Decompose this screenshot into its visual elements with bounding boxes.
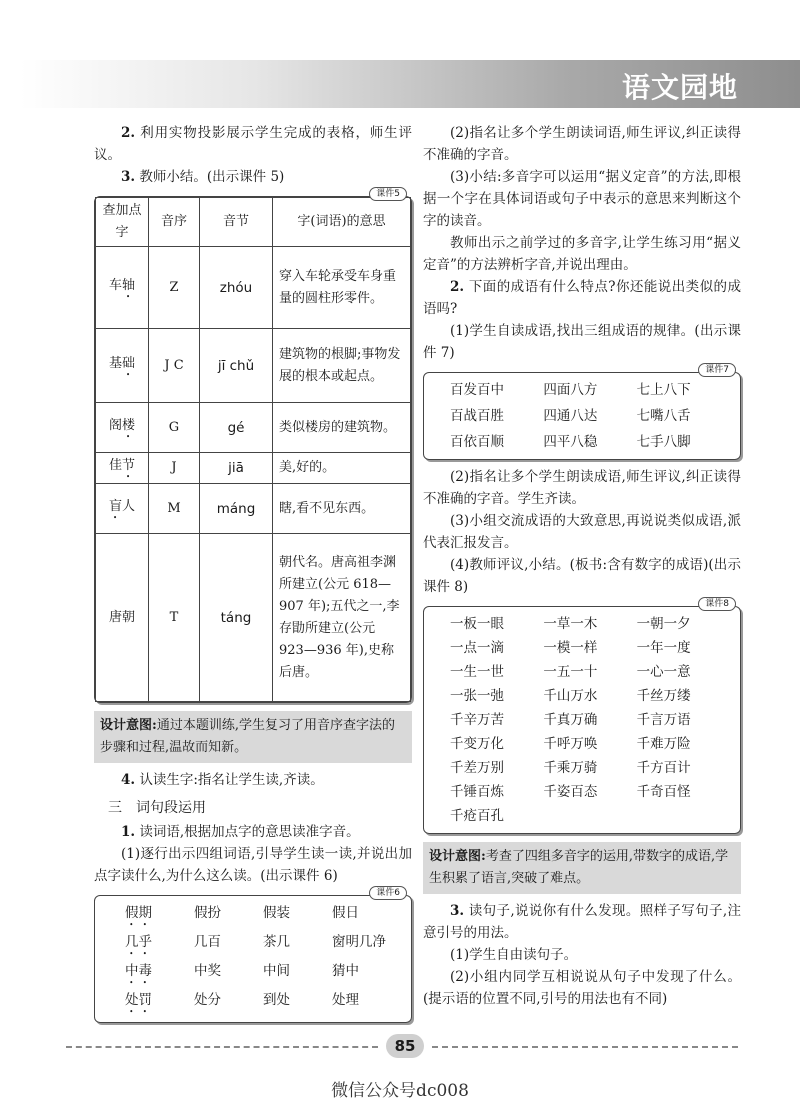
idiom-item: 千疮百孔 (450, 808, 504, 824)
left-column (94, 122, 412, 1029)
idiom-item: 一心一意 (636, 664, 691, 680)
courseware-7-box (423, 365, 741, 460)
paragraph: 3. 教师小结。(出示课件 5) (121, 169, 285, 185)
word-cell: 盲人 (96, 484, 149, 534)
idiom-item: 七手八脚 (636, 434, 691, 450)
table-header: 查加点字 (96, 198, 149, 247)
idiom-item: 百依百顺 (450, 434, 504, 450)
pinyin-cell: zhóu (200, 247, 273, 329)
idiom-item: 千奇百怪 (636, 784, 691, 800)
idiom-item: 千真万确 (543, 712, 598, 728)
table-row (96, 403, 411, 453)
pinyin-cell: gé (200, 403, 273, 453)
idiom-item: 七上八下 (636, 382, 691, 398)
table-row (96, 247, 411, 329)
idiom-item: 千难万险 (636, 736, 691, 752)
paragraph: (2)指名让多个学生朗读成语,师生评议,纠正读得不准确的字音。学生齐读。 (423, 469, 741, 507)
seq-cell: Z (149, 247, 200, 329)
idiom-item: 一年一度 (636, 640, 691, 656)
paragraph: (1)学生自由读句子。 (450, 947, 578, 963)
paragraph: 3. 读句子,说说你有什么发现。照样子写句子,注意引号的用法。 (423, 903, 741, 941)
seq-cell: J C (149, 329, 200, 403)
lookup-table (95, 197, 411, 702)
courseware-5-box (94, 189, 412, 703)
courseware-tag: 课件5 (369, 187, 407, 201)
seq-cell: M (149, 484, 200, 534)
meaning-cell: 美,好的。 (273, 453, 411, 484)
idiom-item: 一五一十 (543, 664, 598, 680)
idiom-item: 千差万别 (450, 760, 504, 776)
idiom-item: 四平八稳 (543, 434, 598, 450)
paragraph: 2. 利用实物投影展示学生完成的表格，师生评议。 (94, 125, 412, 163)
paragraph: (2)指名让多个学生朗读词语,师生评议,纠正读得不准确的字音。 (423, 125, 741, 163)
idiom-item: 千言万语 (636, 712, 691, 728)
word-item: 处分 (194, 992, 221, 1008)
page-title: 语文园地 (621, 71, 738, 104)
meaning-cell: 类似楼房的建筑物。 (273, 403, 411, 453)
idiom-item: 千锤百炼 (450, 784, 504, 800)
idiom-item: 一点一滴 (450, 640, 504, 656)
pinyin-cell: jiā (200, 453, 273, 484)
idiom-item: 千变万化 (450, 736, 504, 752)
word-item: 假期 (125, 905, 152, 921)
meaning-cell: 建筑物的根脚;事物发展的根本或起点。 (273, 329, 411, 403)
idiom-item: 四通八达 (543, 408, 598, 424)
word-item: 假扮 (194, 905, 221, 921)
idiom-item: 一板一眼 (450, 616, 504, 632)
table-row (96, 484, 411, 534)
idiom-item: 百发百中 (450, 382, 504, 398)
meaning-cell: 朝代名。唐高祖李渊所建立(公元 618—907 年);五代之一,李存勖所建立(公元 923—936 年),史称后唐。 (273, 534, 411, 702)
paragraph: 2. 下面的成语有什么特点?你还能说出类似的成语吗? (423, 279, 741, 317)
paragraph: (2)小组内同学互相说说从句子中发现了什么。(提示语的位置不同,引号的用法也有不同) (423, 969, 741, 1007)
word-cell: 佳节 (96, 453, 149, 484)
meaning-cell: 瞎,看不见东西。 (273, 484, 411, 534)
word-item: 几乎 (125, 934, 152, 950)
courseware-tag: 课件6 (369, 886, 407, 900)
footer-divider (66, 1046, 378, 1048)
word-grid (95, 896, 411, 1022)
idiom-item: 一张一弛 (450, 688, 504, 704)
paragraph: 4. 认读生字:指名让学生读,齐读。 (121, 772, 324, 788)
table-row (96, 453, 411, 484)
page-number: 85 (386, 1034, 424, 1058)
word-item: 假装 (263, 905, 290, 921)
idiom-item: 千呼万唤 (543, 736, 598, 752)
footer-divider (432, 1046, 738, 1048)
table-header: 字(词语)的意思 (273, 198, 411, 247)
paragraph: (3)小结:多音字可以运用“据义定音”的方法,即根据一个字在具体词语或句子中表示的意思来判断这个字的读音。 (423, 169, 741, 229)
word-item: 处罚 (125, 992, 152, 1008)
word-item: 窗明几净 (332, 934, 386, 950)
paragraph: 1. 读词语,根据加点字的意思读准字音。 (121, 824, 360, 840)
idiom-item: 千丝万缕 (636, 688, 691, 704)
pinyin-cell: jī chǔ (200, 329, 273, 403)
idiom-grid (424, 373, 740, 459)
idiom-item: 百战百胜 (450, 408, 504, 424)
idiom-item: 四面八方 (543, 382, 598, 398)
paragraph: (1)逐行出示四组词语,引导学生读一读,并说出加点字读什么,为什么这么读。(出示课件 6) (94, 846, 412, 884)
idiom-item: 一草一木 (543, 616, 598, 632)
courseware-6-box (94, 888, 412, 1023)
seq-cell: G (149, 403, 200, 453)
idiom-item: 千乘万骑 (543, 760, 598, 776)
word-item: 猜中 (332, 963, 359, 979)
idiom-grid (424, 607, 740, 833)
header-band (20, 60, 800, 108)
table-header: 音序 (149, 198, 200, 247)
word-item: 中奖 (194, 963, 221, 979)
idiom-item: 千方百计 (636, 760, 691, 776)
seq-cell: T (149, 534, 200, 702)
idiom-item: 千山万水 (543, 688, 598, 704)
design-intent: 设计意图:通过本题训练,学生复习了用音序查字法的步骤和过程,温故而知新。 (94, 711, 412, 763)
table-row (96, 329, 411, 403)
watermark: 微信公众号dc008 (331, 1081, 469, 1101)
idiom-item: 一生一世 (450, 664, 504, 680)
word-cell: 基础 (96, 329, 149, 403)
word-cell: 阁楼 (96, 403, 149, 453)
table-row (96, 534, 411, 702)
word-item: 几百 (194, 934, 221, 950)
idiom-item: 七嘴八舌 (636, 408, 691, 424)
idiom-item: 一朝一夕 (636, 616, 691, 632)
meaning-cell: 穿入车轮承受车身重量的圆柱形零件。 (273, 247, 411, 329)
idiom-item: 一模一样 (543, 640, 598, 656)
idiom-item: 千姿百态 (543, 784, 598, 800)
section-heading: 三 词句段运用 (108, 800, 206, 816)
word-item: 到处 (263, 992, 290, 1008)
paragraph: (4)教师评议,小结。(板书:含有数字的成语)(出示课件 8) (423, 557, 741, 595)
word-item: 茶几 (263, 934, 290, 950)
table-header: 音节 (200, 198, 273, 247)
idiom-item: 千辛万苦 (450, 712, 504, 728)
right-column (423, 122, 741, 1010)
pinyin-cell: máng (200, 484, 273, 534)
courseware-tag: 课件8 (698, 597, 736, 611)
word-item: 中毒 (125, 963, 152, 979)
word-cell: 车轴 (96, 247, 149, 329)
paragraph: (3)小组交流成语的大致意思,再说说类似成语,派代表汇报发言。 (423, 513, 741, 551)
seq-cell: J (149, 453, 200, 484)
courseware-8-box (423, 599, 741, 834)
word-item: 假日 (332, 905, 359, 921)
design-intent: 设计意图:考查了四组多音字的运用,带数字的成语,学生积累了语言,突破了难点。 (423, 842, 741, 894)
courseware-tag: 课件7 (698, 363, 736, 377)
word-item: 处理 (332, 992, 359, 1008)
paragraph: (1)学生自读成语,找出三组成语的规律。(出示课件 7) (423, 323, 741, 361)
word-item: 中间 (263, 963, 290, 979)
paragraph: 教师出示之前学过的多音字,让学生练习用“据义定音”的方法辨析字音,并说出理由。 (423, 235, 741, 273)
word-cell: 唐朝 (96, 534, 149, 702)
pinyin-cell: táng (200, 534, 273, 702)
